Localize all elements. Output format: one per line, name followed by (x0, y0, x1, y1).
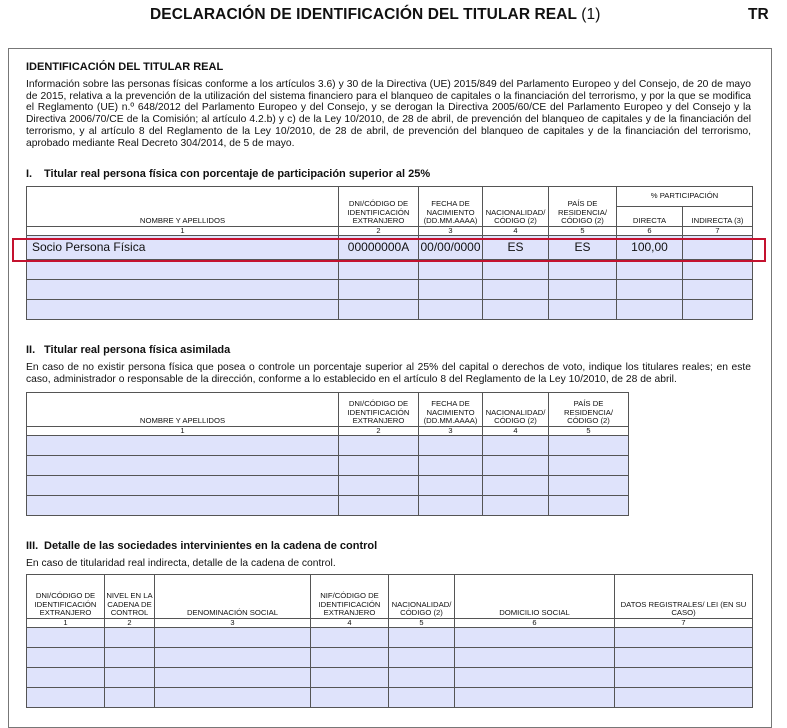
table-row (27, 280, 753, 300)
direct-participation-field[interactable] (617, 300, 683, 320)
col-header-nationality: NACIONALIDAD/ CÓDIGO (2) (389, 575, 455, 619)
dni-field[interactable] (339, 476, 419, 496)
birth-date-field[interactable] (419, 300, 483, 320)
dni-field[interactable] (339, 456, 419, 476)
level-field[interactable] (105, 688, 155, 708)
section3-title-text: Detalle de las sociedades intervinientes en la cadena de control (44, 540, 378, 552)
company-field[interactable] (155, 688, 311, 708)
col-number: 1 (27, 227, 339, 236)
name-field[interactable] (27, 280, 339, 300)
form-title-ref: (1) (581, 6, 601, 23)
col-number: 6 (455, 619, 615, 628)
table-row (27, 476, 629, 496)
name-field[interactable] (27, 456, 339, 476)
col-header-registry: DATOS REGISTRALES/ LEI (EN SU CASO) (615, 575, 753, 619)
section3-roman: III. (26, 540, 39, 552)
intro-heading: IDENTIFICACIÓN DEL TITULAR REAL (26, 61, 224, 73)
name-field[interactable]: Socio Persona Física (27, 236, 339, 260)
registry-field[interactable] (615, 668, 753, 688)
birth-date-field[interactable] (419, 496, 483, 516)
birth-date-field[interactable] (419, 456, 483, 476)
dni-field[interactable] (27, 628, 105, 648)
level-field[interactable] (105, 648, 155, 668)
nationality-field[interactable] (483, 280, 549, 300)
name-field[interactable] (27, 300, 339, 320)
highlight-box (12, 238, 766, 262)
section3-text: En caso de titularidad real indirecta, detalle de la cadena de control. (26, 558, 336, 569)
address-field[interactable] (455, 628, 615, 648)
residence-field[interactable]: ES (549, 236, 617, 260)
col-header-dni: DNI/CÓDIGO DE IDENTIFICACIÓN EXTRANJERO (339, 187, 419, 227)
section1-title (26, 168, 430, 180)
col-header-birth: FECHA DE NACIMIENTO (DD.MM.AAAA) (419, 187, 483, 227)
name-field[interactable] (27, 260, 339, 280)
address-field[interactable] (455, 668, 615, 688)
residence-field[interactable] (549, 260, 617, 280)
nif-field[interactable] (311, 648, 389, 668)
dni-field[interactable] (339, 300, 419, 320)
col-header-company: DENOMINACIÓN SOCIAL (155, 575, 311, 619)
col-header-dni: DNI/CÓDIGO DE IDENTIFICACIÓN EXTRANJERO (27, 575, 105, 619)
col-header-residence: PAÍS DE RESIDENCIA/ CÓDIGO (2) (549, 393, 629, 427)
company-field[interactable] (155, 628, 311, 648)
nationality-field[interactable] (389, 648, 455, 668)
dni-field[interactable] (339, 280, 419, 300)
table-row (27, 648, 753, 668)
table-row (27, 688, 753, 708)
col-number: 2 (339, 227, 419, 236)
col-number: 7 (615, 619, 753, 628)
col-number: 5 (549, 227, 617, 236)
col-number: 3 (155, 619, 311, 628)
section3-table (26, 574, 753, 708)
form-header (0, 6, 787, 28)
col-header-nationality: NACIONALIDAD/ CÓDIGO (2) (483, 187, 549, 227)
residence-field[interactable] (549, 300, 617, 320)
col-number: 3 (419, 227, 483, 236)
nationality-field[interactable] (483, 496, 549, 516)
nif-field[interactable] (311, 668, 389, 688)
table-row (27, 668, 753, 688)
indirect-participation-field[interactable] (683, 260, 753, 280)
direct-participation-field[interactable] (617, 280, 683, 300)
nationality-field[interactable] (483, 476, 549, 496)
section2-table (26, 392, 629, 516)
nationality-field[interactable] (483, 300, 549, 320)
direct-participation-field[interactable] (617, 260, 683, 280)
section1-roman: I. (26, 168, 33, 180)
dni-field[interactable] (339, 496, 419, 516)
section1-title-text: Titular real persona física con porcentaje de participación superior al 25% (44, 168, 431, 180)
residence-field[interactable] (549, 280, 617, 300)
birth-date-field[interactable] (419, 260, 483, 280)
level-field[interactable] (105, 628, 155, 648)
residence-field[interactable] (549, 436, 629, 456)
col-header-birth: FECHA DE NACIMIENTO (DD.MM.AAAA) (419, 393, 483, 427)
col-number: 5 (549, 427, 629, 436)
col-number: 1 (27, 619, 105, 628)
col-number: 4 (483, 427, 549, 436)
col-header-dni: DNI/CÓDIGO DE IDENTIFICACIÓN EXTRANJERO (339, 393, 419, 427)
nif-field[interactable] (311, 628, 389, 648)
col-header-participation: % PARTICIPACIÓN (617, 187, 753, 207)
col-header-direct: DIRECTA (617, 207, 683, 227)
section2-title (26, 344, 230, 356)
col-number: 6 (617, 227, 683, 236)
name-field[interactable] (27, 436, 339, 456)
section2-text: En caso de no existir persona física que posea o controle un porcentaje superior al 25% del capital o derechos de voto, indique los titulares reales; en este caso, administrador o responsable de la dirección, conforme a lo establecido en el artículo 8 del Reglamento de la Ley 10/2010, de 28 de abril. (26, 362, 751, 385)
nationality-field[interactable]: ES (483, 236, 549, 260)
indirect-participation-field[interactable] (683, 300, 753, 320)
table-row (27, 436, 629, 456)
col-number: 1 (27, 427, 339, 436)
form-title-text: DECLARACIÓN DE IDENTIFICACIÓN DEL TITULAR REAL (150, 6, 577, 23)
dni-field[interactable] (339, 436, 419, 456)
col-header-address: DOMICILIO SOCIAL (455, 575, 615, 619)
table-row (27, 628, 753, 648)
col-header-nationality: NACIONALIDAD/ CÓDIGO (2) (483, 393, 549, 427)
col-header-level: NIVEL EN LA CADENA DE CONTROL (105, 575, 155, 619)
dni-field[interactable]: 00000000A (339, 236, 419, 260)
col-header-residence: PAÍS DE RESIDENCIA/ CÓDIGO (2) (549, 187, 617, 227)
birth-date-field[interactable] (419, 476, 483, 496)
col-number: 3 (419, 427, 483, 436)
section3-title (26, 540, 377, 552)
birth-date-field[interactable] (419, 280, 483, 300)
name-field[interactable] (27, 476, 339, 496)
birth-date-field[interactable] (419, 436, 483, 456)
table-row (27, 456, 629, 476)
nationality-field[interactable] (483, 436, 549, 456)
nationality-field[interactable] (389, 628, 455, 648)
residence-field[interactable] (549, 496, 629, 516)
company-field[interactable] (155, 648, 311, 668)
nationality-field[interactable] (389, 668, 455, 688)
level-field[interactable] (105, 668, 155, 688)
dni-field[interactable] (27, 668, 105, 688)
indirect-participation-field[interactable] (683, 280, 753, 300)
registry-field[interactable] (615, 628, 753, 648)
col-number: 4 (311, 619, 389, 628)
birth-date-field[interactable]: 00/00/0000 (419, 236, 483, 260)
direct-participation-field[interactable]: 100,00 (617, 236, 683, 260)
col-number: 7 (683, 227, 753, 236)
nationality-field[interactable] (389, 688, 455, 708)
col-number: 4 (483, 227, 549, 236)
dni-field[interactable] (27, 648, 105, 668)
nationality-field[interactable] (483, 456, 549, 476)
col-header-nif: NIF/CÓDIGO DE IDENTIFICACIÓN EXTRANJERO (311, 575, 389, 619)
residence-field[interactable] (549, 456, 629, 476)
table-row (27, 260, 753, 280)
table-row (27, 496, 629, 516)
col-number: 5 (389, 619, 455, 628)
table-row (27, 300, 753, 320)
address-field[interactable] (455, 688, 615, 708)
form-code: TR (748, 6, 769, 23)
col-header-indirect: INDIRECTA (3) (683, 207, 753, 227)
col-number: 2 (105, 619, 155, 628)
company-field[interactable] (155, 668, 311, 688)
col-header-name: NOMBRE Y APELLIDOS (27, 393, 339, 427)
dni-field[interactable] (27, 688, 105, 708)
registry-field[interactable] (615, 648, 753, 668)
name-field[interactable] (27, 496, 339, 516)
section2-title-text: Titular real persona física asimilada (44, 344, 231, 356)
residence-field[interactable] (549, 476, 629, 496)
intro-text: Información sobre las personas físicas conforme a los artículos 3.6) y 30 de la Directiva (UE) 2015/849 del Parlamento Europeo y del Consejo, de 20 de mayo de 2015, relativa a la prevención de la utilización del sistema financiero para el blanqueo de capitales o la financiación del terrorismo, y por la que se modifica el Reglamento (UE) n.º 648/2012 del Parlamento Europeo y del Consejo, y se derogan la Directiva 2005/60/CE del Parlamento Europeo y del Consejo y la Directiva 2006/70/CE de la Comisión; al artículo 4.2.b) y c) de la Ley 10/2010, de 28 de abril, de prevención del blanqueo de capitales y de la financiación del terrorismo, y al artículo 8 del Reglamento de la Ley 10/2010, de 28 de abril, de prevención del blanqueo de capitales y de la financiación del terrorismo, aprobado mediante Real Decreto 304/2014, de 5 de mayo. (26, 79, 751, 149)
col-number: 2 (339, 427, 419, 436)
address-field[interactable] (455, 648, 615, 668)
registry-field[interactable] (615, 688, 753, 708)
col-header-name: NOMBRE Y APELLIDOS (27, 187, 339, 227)
nationality-field[interactable] (483, 260, 549, 280)
form-title (150, 6, 601, 24)
dni-field[interactable] (339, 260, 419, 280)
nif-field[interactable] (311, 688, 389, 708)
section2-roman: II. (26, 344, 36, 356)
